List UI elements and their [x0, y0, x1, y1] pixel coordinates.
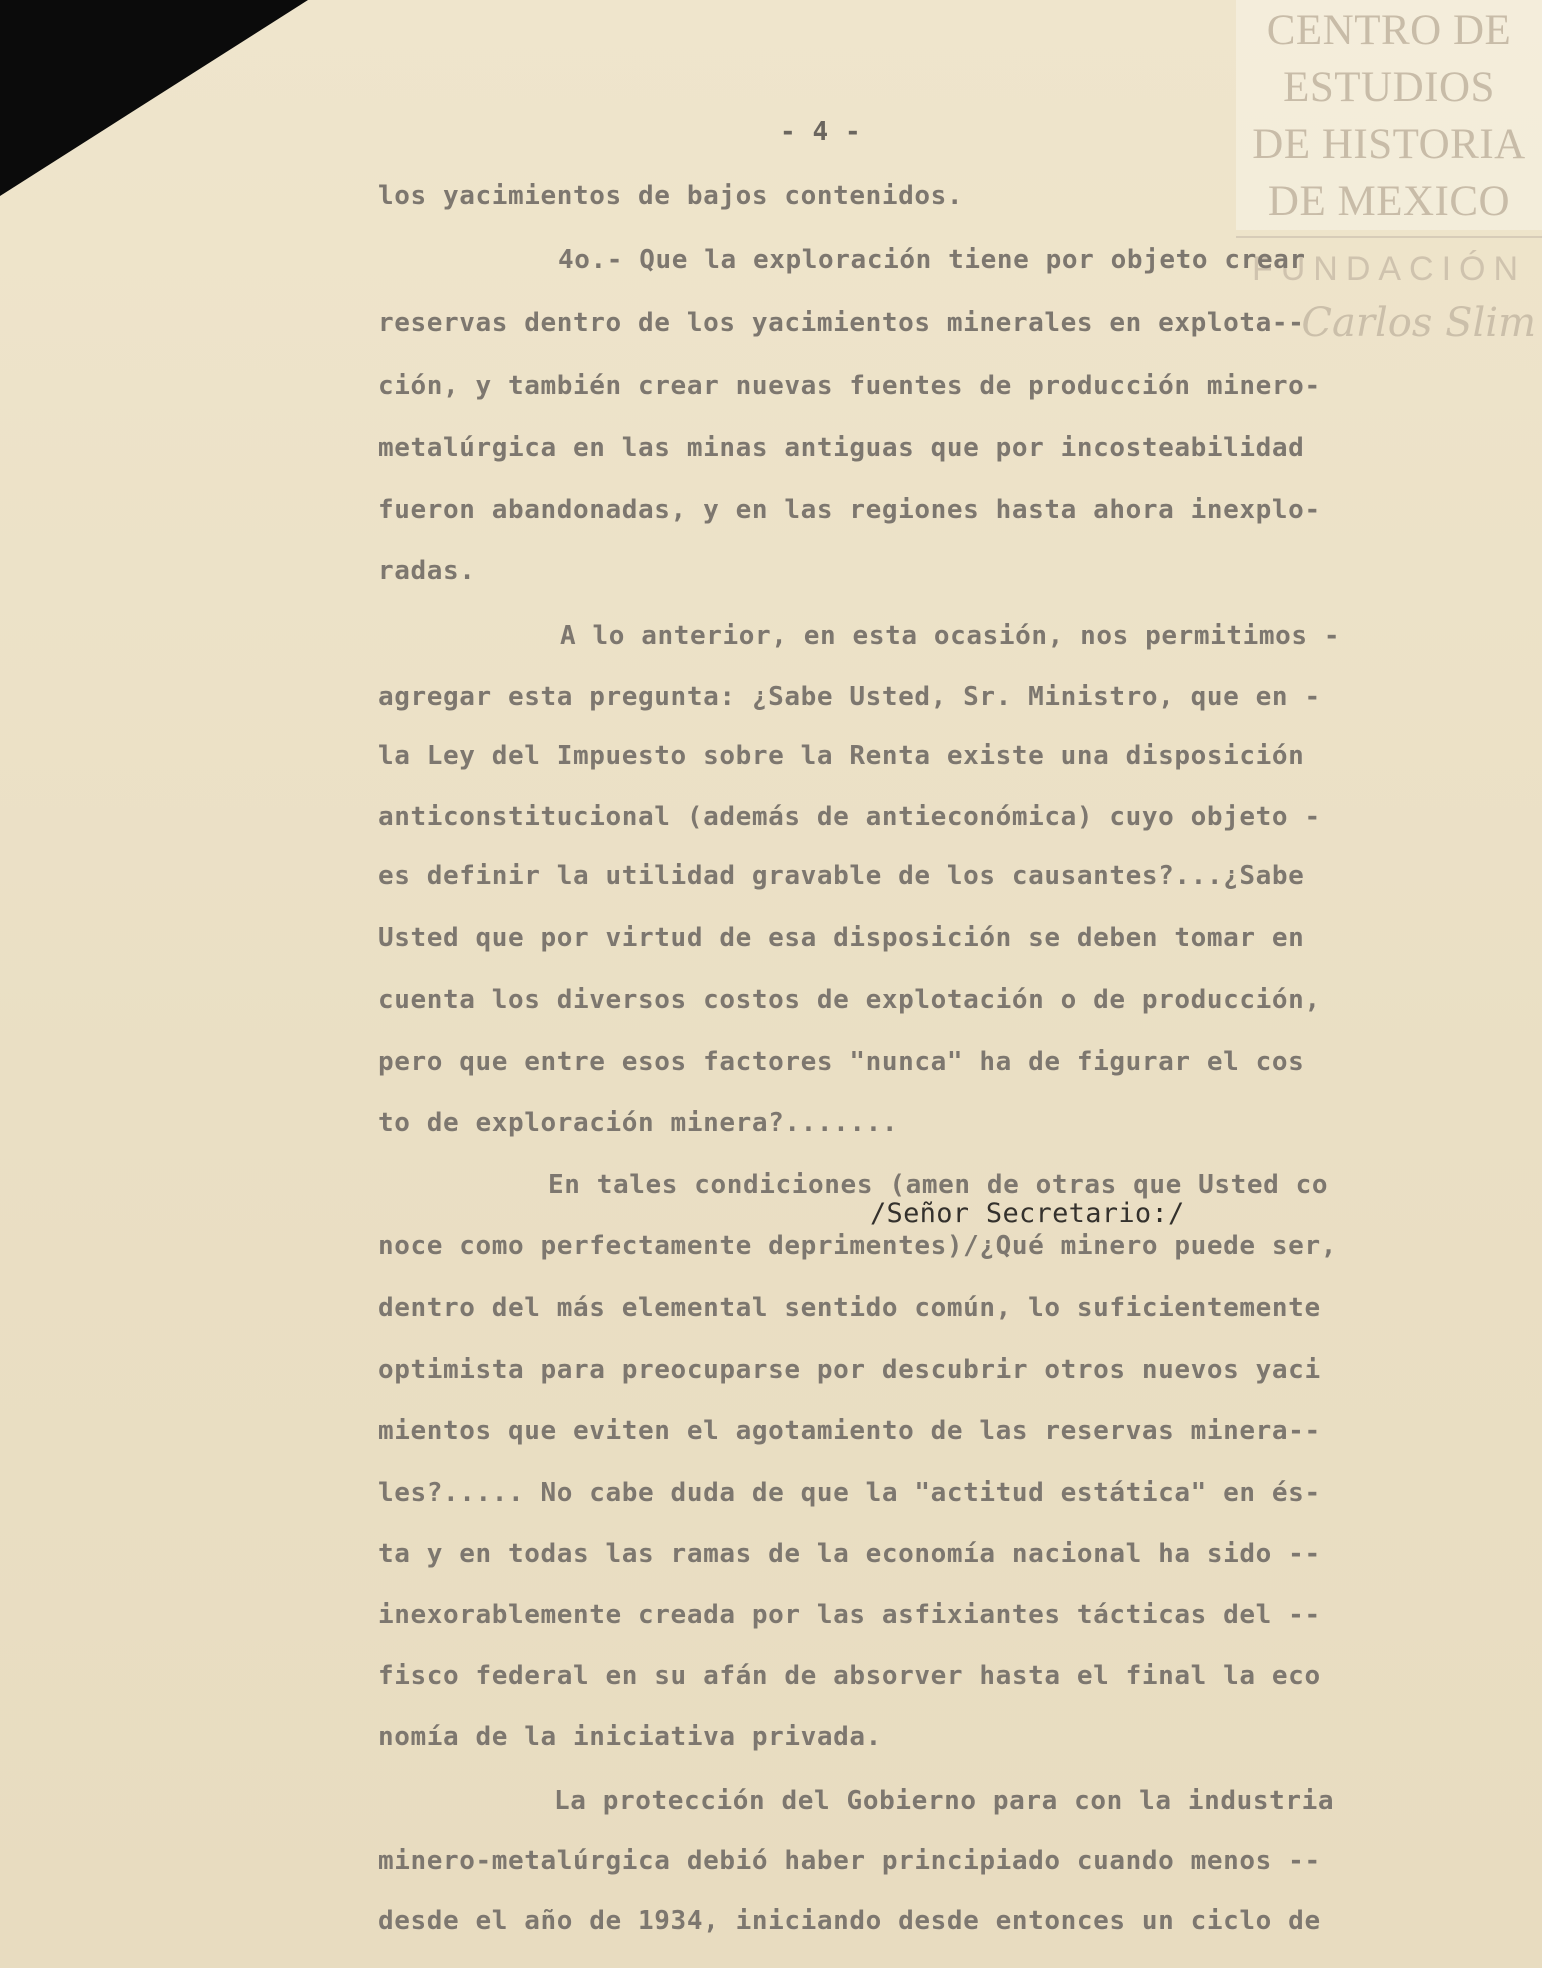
text-line: la Ley del Impuesto sobre la Renta existe una disposición [378, 741, 1305, 771]
watermark-line: CENTRO DE [1266, 7, 1512, 54]
text-line: La protección del Gobierno para con la industria [554, 1786, 1335, 1816]
watermark-title [1236, 0, 1542, 230]
text-line: es definir la utilidad gravable de los causantes?...¿Sabe [378, 861, 1305, 891]
text-line: ta y en todas las ramas de la economía nacional ha sido -- [378, 1539, 1321, 1569]
text-line: desde el año de 1934, iniciando desde entonces un ciclo de [378, 1906, 1321, 1936]
watermark-foundation: FUNDACIÓN [1251, 250, 1527, 288]
watermark-line: DE MEXICO [1267, 178, 1511, 225]
text-line: los yacimientos de bajos contenidos. [378, 181, 964, 211]
text-line: inexorablemente creada por las asfixiantes tácticas del -- [378, 1600, 1321, 1630]
text-line: noce como perfectamente deprimentes)/¿Qué minero puede ser, [378, 1231, 1337, 1261]
text-line: pero que entre esos factores "nunca" ha de figurar el cos [378, 1047, 1305, 1077]
text-line: dentro del más elemental sentido común, lo suficientemente [378, 1293, 1321, 1323]
text-line: to de exploración minera?....... [378, 1108, 899, 1138]
text-line: metalúrgica en las minas antiguas que por incosteabilidad [378, 433, 1305, 463]
text-line: anticonstitucional (además de antieconómica) cuyo objeto - [378, 802, 1321, 832]
text-line: A lo anterior, en esta ocasión, nos permitimos - [560, 621, 1341, 651]
text-line: agregar esta pregunta: ¿Sabe Usted, Sr. Ministro, que en - [378, 682, 1321, 712]
watermark-divider [1236, 236, 1542, 238]
watermark-line: ESTUDIOS [1283, 64, 1495, 111]
text-line: En tales condiciones (amen de otras que Usted co [548, 1170, 1329, 1200]
text-line: radas. [378, 556, 476, 586]
dark-corner-shape [0, 0, 320, 200]
handwritten-insertion: /Señor Secretario:/ [870, 1198, 1185, 1229]
text-line: minero-metalúrgica debió haber principiado cuando menos -- [378, 1846, 1321, 1876]
text-line: 4o.- Que la exploración tiene por objeto crear [558, 245, 1306, 275]
text-line: ción, y también crear nuevas fuentes de producción minero- [378, 371, 1321, 401]
text-line: fisco federal en su afán de absorver hasta el final la eco [378, 1661, 1321, 1691]
text-line: Usted que por virtud de esa disposición se deben tomar en [378, 923, 1305, 953]
text-line: fueron abandonadas, y en las regiones hasta ahora inexplo- [378, 495, 1321, 525]
text-line: cuenta los diversos costos de explotación o de producción, [378, 985, 1321, 1015]
page-number: - 4 - [780, 117, 862, 147]
watermark-signature: Carlos Slim [1301, 300, 1536, 346]
text-line: les?..... No cabe duda de que la "actitud estática" en és- [378, 1478, 1321, 1508]
watermark-line: DE HISTORIA [1252, 121, 1526, 168]
text-line: reservas dentro de los yacimientos minerales en explota-- [378, 308, 1305, 338]
text-line: nomía de la iniciativa privada. [378, 1722, 882, 1752]
text-line: mientos que eviten el agotamiento de las reservas minera-- [378, 1416, 1321, 1446]
dark-corner [0, 0, 320, 200]
text-line: optimista para preocuparse por descubrir otros nuevos yaci [378, 1355, 1321, 1385]
